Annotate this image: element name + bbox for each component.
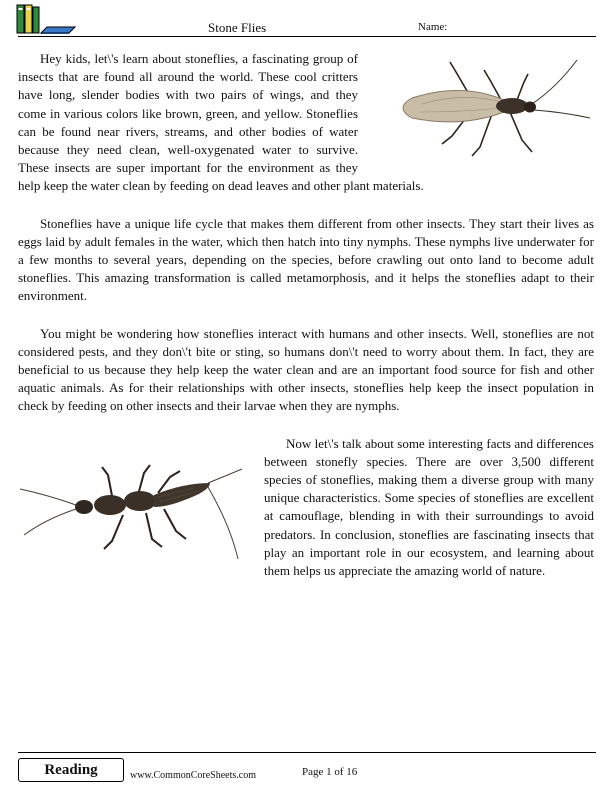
reading-label-text: Reading: [44, 761, 98, 778]
footer-rule: [18, 752, 596, 753]
paragraph-3: You might be wondering how stoneflies interact with humans and other insects. Well, stoneflies are not considered pests, and they don\'t bite or sting, so humans don\'t need to worry about them. In fact, they are beneficial to us because they help keep the water clean and are an important food source for fish and other aquatic animals. As for their relationships with other insects, stoneflies help keep the insect population in check by feeding on other insects and their larvae when they are nymphs.: [18, 325, 594, 414]
name-label: Name:: [418, 21, 448, 33]
reading-label: [18, 758, 124, 782]
page-number: Page 1 of 16: [302, 766, 358, 778]
article-body: [18, 50, 594, 599]
worksheet-title: Stone Flies: [208, 20, 267, 35]
adult-stonefly-image: [372, 52, 594, 160]
stonefly-nymph-image: [18, 435, 250, 577]
page-header: [0, 0, 612, 40]
paragraph-2: Stoneflies have a unique life cycle that makes them different from other insects. They start their lives as eggs laid by adult females in the water, which then hatch into tiny nymphs. These nymphs live underwater for a few months to several years, depending on the species, before crawling out onto land to become adult stoneflies. This amazing transformation is called metamorphosis, and it helps the stoneflies adapt to their environment.: [18, 215, 594, 304]
header-rule: [18, 36, 596, 37]
paragraph-4: Now let\'s talk about some interesting facts and differences between stonefly species. There are over 3,500 different species of stoneflies, making them a diverse group with many unique characteristics. Some species of stoneflies are excellent at camouflage, blending in with their surroundings to avoid predators. In conclusion, stoneflies are fascinating insects that play an important role in our ecosystem, and learning about them helps us appreciate the amazing world of nature.: [264, 435, 594, 579]
paragraph-1: Hey kids, let\'s learn about stoneflies, a fascinating group of insects that are found all around the world. These cool critters have long, slender bodies with two pairs of wings, and they come in various colors like brown, green, and yellow. Stoneflies can be found near rivers, streams, and other bodies of water because they need clean, well-oxygenated water to survive. These insects are super important for the environment as they help keep the water clean by feeding on dead leaves and other plant materials.: [18, 51, 424, 194]
website-url: www.CommonCoreSheets.com: [130, 770, 257, 781]
books-icon: [16, 4, 76, 34]
